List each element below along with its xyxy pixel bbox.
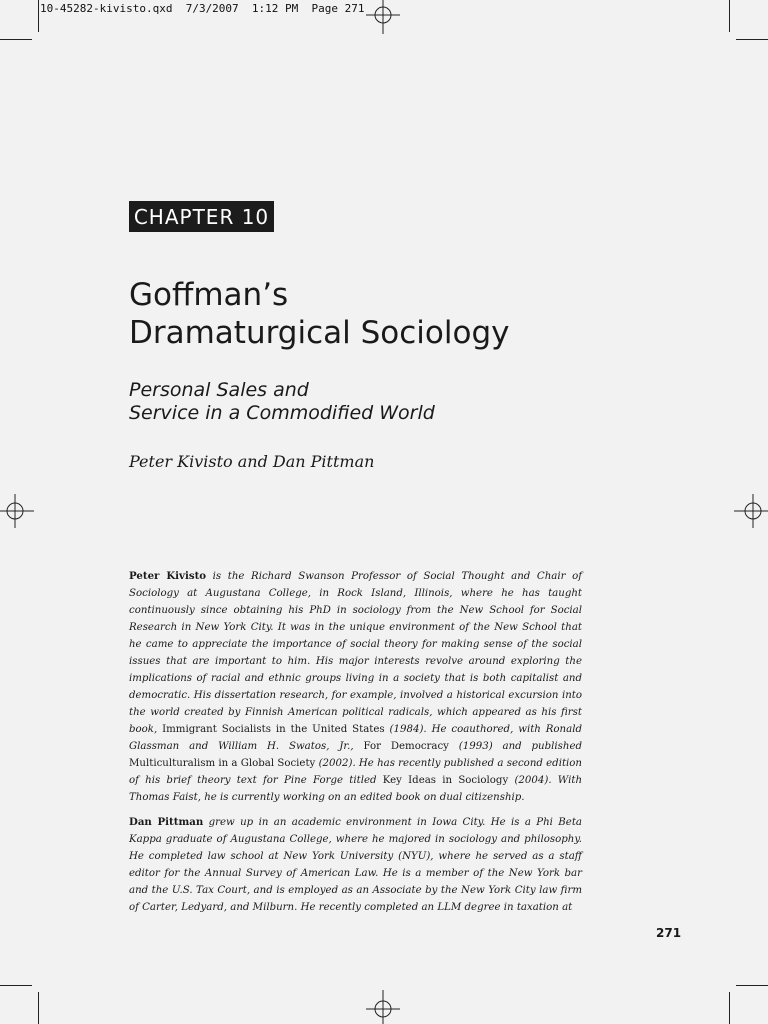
registration-mark-top — [366, 0, 400, 34]
book-title: Key Ideas in Sociology — [382, 775, 509, 786]
crop-mark-bottom-right-vertical — [729, 992, 730, 1024]
book-title: Immigrant Socialists in the United States — [162, 724, 385, 735]
book-title: For Democracy — [363, 741, 449, 752]
chapter-label: CHAPTER 10 — [129, 201, 274, 232]
crop-mark-top-right-vertical — [729, 0, 730, 32]
chapter-title-line-2: Dramaturgical Sociology — [129, 315, 510, 351]
registration-mark-right — [734, 494, 768, 528]
bio-text: (1984). He coauthored, with Ronald Glassman and William H. Swatos, Jr., — [129, 724, 582, 752]
crop-mark-bottom-right-horizontal — [736, 985, 768, 986]
crop-mark-top-left-vertical — [38, 0, 39, 32]
bio-author-name: Dan Pittman — [129, 816, 204, 828]
chapter-authors: Peter Kivisto and Dan Pittman — [129, 452, 375, 471]
registration-mark-left — [0, 494, 34, 528]
crop-mark-bottom-left-horizontal — [0, 985, 32, 986]
bio-author-name: Peter Kivisto — [129, 570, 207, 582]
bio-text: grew up in an academic environment in Iowa City. He is a Phi Beta Kappa graduate of Augustana College, where he majored in sociology and philosophy. He completed law school at New York University (NYU), where he served as a staff editor for the Annual Survey of American Law. He is a member of the New York bar and the U.S. Tax Court, and is employed as an Associate by the New York City law firm of Carter, Ledyard, and Milburn. He recently completed an LLM degree in taxation at — [129, 817, 582, 913]
chapter-subtitle-line-2: Service in a Commodified World — [129, 402, 435, 424]
crop-mark-bottom-left-vertical — [38, 992, 39, 1024]
author-bio-kivisto — [129, 568, 582, 806]
chapter-title-line-1: Goffman’s — [129, 277, 289, 313]
bio-text: (2004). With Thomas Faist, he is currently working on an edited book on dual citizenship. — [129, 775, 583, 803]
page-number: 271 — [656, 926, 682, 940]
crop-mark-top-left-horizontal — [0, 39, 32, 40]
print-slug-line: 10-45282-kivisto.qxd 7/3/2007 1:12 PM Page 271 — [40, 2, 365, 15]
chapter-subtitle — [129, 379, 689, 425]
bio-text: (2002). He has recently published a second edition of his brief theory text for Pine Forge titled — [129, 758, 582, 786]
book-title: Multiculturalism in a Global Society — [129, 758, 316, 769]
crop-mark-top-right-horizontal — [736, 39, 768, 40]
chapter-title — [129, 276, 689, 352]
bio-text: (1993) and published — [448, 741, 582, 752]
bio-text: is the Richard Swanson Professor of Social Thought and Chair of Sociology at Augustana College, in Rock Island, Illinois, where he has taught continuously since obtaining his PhD in sociology from the New School for Social Research in New York City. It was in the unique environment of the New School that he came to appreciate the importance of social theory for making sense of the social issues that are important to him. His major interests revolve around exploring the implications of racial and ethnic groups living in a society that is both capitalist and democratic. His dissertation research, for example, involved a historical excursion into the world created by Finnish American political radicals, which appeared as his first book, — [129, 571, 582, 735]
author-bio-pittman — [129, 814, 582, 916]
chapter-subtitle-line-1: Personal Sales and — [129, 379, 309, 401]
registration-mark-bottom — [366, 990, 400, 1024]
